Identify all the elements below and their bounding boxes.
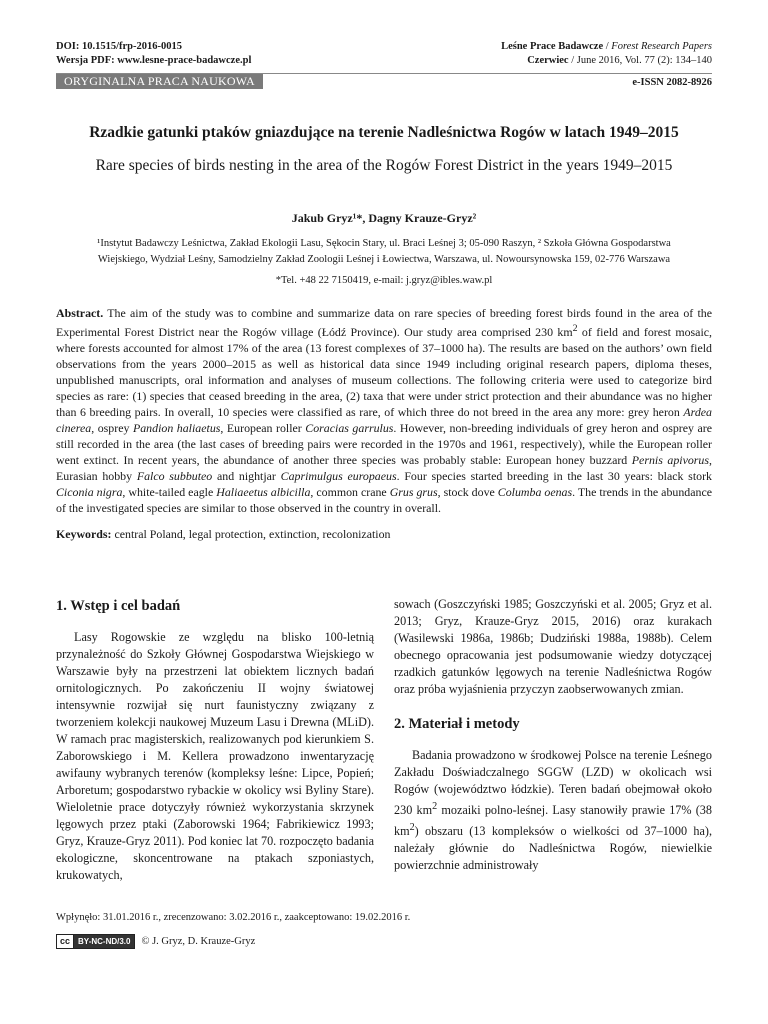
paragraph: sowach (Goszczyński 1985; Goszczyński et al. 2005; Gryz et al. 2013; Gryz, Krauze-Gryz 2015, 2016) oraz kurakach (Wasilewski 1986a, 1986b; Dudziński 1988a, 1988b). Celem obecnego opracowania jest podsumowanie wiedzy dotyczącej rzadkich gatunków lęgowych na terenie Nadleśnictwa Rogów oraz próba wyjaśnienia przyczyn zaobserwowanych zmian. — [394, 597, 712, 696]
abstract: Abstract. The aim of the study was to combine and summarize data on rare species of breeding forest birds found in the area of the Experimental Forest District near the Rogów village (Łódź Province). Our study area comprised 230 $km^2$ of field and forest mosaic, where forests accounted for almost 17% of the area (13 forest complexes of 37–1000 ha). The results are based on the authors’ own field observations from the years 2000–2015 as well as historical data since 1949 including original research papers, diploma theses, unpublished manuscripts, oral information and analyses of museum collections. The following criteria were used to categorize bird species as rare: (1) species that ceased breeding in the area, (2) taxa that were under strict protection and their abundance was no higher than 6 breeding pairs. In overall, 10 species were classified as rare, of which three do not breed in the area any more: grey heron Ardea cinerea, osprey Pandion haliaetus, European roller Coracias garrulus. However, non-breeding individuals of grey heron and osprey are still recorded in the area (the last cases of breeding pairs were recorded in the 1970s and 1961, respectively), while the European roller went extinct. In recent years, the abundance of another three species was probably stable: European honey buzzard Pernis apivorus, Eurasian hobby Falco subbuteo and nightjar Caprimulgus europaeus. Four species started breeding in the last 30 years: black stork Ciconia nigra, white-tailed eagle Haliaeetus albicilla, common crane Grus grus, stock dove Columba oenas. The trends in the abundance of the investigated species are similar to those observed in the country in overall. — [56, 306, 713, 515]
pdf-version: Wersja PDF: www.lesne-prace-badawcze.pl — [56, 55, 252, 66]
copyright: © J. Gryz, D. Krauze-Gryz — [141, 935, 256, 947]
doi: DOI: 10.1515/frp-2016-0015 — [56, 41, 182, 52]
contact-info: *Tel. +48 22 7150419, e-mail: j.gryz@ibles.waw.pl — [275, 275, 493, 286]
article-type: ORYGINALNA PRACA NAUKOWA — [56, 74, 263, 89]
submission-dates: Wpłynęło: 31.01.2016 r., zrecenzowano: 3.02.2016 r., zaakceptowano: 19.02.2016 r. — [56, 912, 411, 923]
article-type-banner — [56, 73, 712, 89]
issue-info: Czerwiec / June 2016, Vol. 77 (2): 134–140 — [527, 55, 712, 66]
license-row — [56, 933, 255, 949]
affiliations — [56, 236, 712, 268]
authors: Jakub Gryz¹*, Dagny Krauze-Gryz² — [291, 211, 477, 225]
title-polish: Rzadkie gatunki ptaków gniazdujące na terenie Nadleśnictwa Rogów w latach 1949–2015 — [89, 124, 679, 141]
header-left — [56, 40, 251, 68]
header-right — [501, 40, 712, 68]
column-left — [56, 596, 374, 884]
license-text: BY-NC-ND/3.0 — [74, 935, 134, 948]
section-title: 1. Wstęp i cel badań — [56, 598, 181, 614]
journal-name: Leśne Prace Badawcze / Forest Research Papers — [501, 41, 712, 52]
column-right — [394, 596, 712, 874]
keywords-label: Keywords: — [56, 527, 112, 541]
keywords: Keywords: central Poland, legal protection, extinction, recolonization — [56, 527, 391, 541]
abstract-label: Abstract. — [56, 306, 104, 320]
cc-icon: cc — [57, 935, 74, 948]
paragraph: Lasy Rogowskie ze względu na blisko 100-letnią przynależność do Szkoły Głównej Gospodarstwa Wiejskiego w Warszawie były na przestrzeni lat obiektem licznych badań ornitologicznych. Po zakończeniu II wojny światowej intensywnie rozwijał się nurt faunistyczny związany z tworzeniem kolekcji naukowej Muzeum Lasu i Drewna (MLiD). W ramach prac magisterskich, realizowanych pod kierunkiem S. Zaborowskiego i M. Kellera prowadzono inwentaryzację awifauny wybranych terenów (kompleksy leśne: Lipce, Popień; Arboretum; gospodarstwo rybackie w okolicy wsi Byliny Stare). Wieloletnie prace dotyczyły również wykorzystania skrzynek lęgowych przez ptaki (Zaborowski 1964; Fabrikiewicz 1993; Gryz, Krauze-Gryz 2011). Pod koniec lat 70. rozpoczęto badania ekologiczne, skoncentrowane na ptakach szponiastych, krukowatych, — [56, 630, 374, 882]
cc-license-badge — [56, 934, 135, 949]
paragraph: Badania prowadzono w środkowej Polsce na terenie Leśnego Zakładu Doświadczalnego SGGW (LZD) w okolicach wsi Rogów (województwo łódzkie). Teren badań obejmował około 230 $km^2$ mozaiki polno-leśnej. Lasy stanowiły prawie 17% (38 $km^2$) obszaru (13 kompleksów o wielkości od 37–1000 ha), należały głównie do Nadleśnictwa Rogów, niewielkie powierzchnie administrowały — [394, 748, 712, 873]
affiliation-line: ¹Instytut Badawczy Leśnictwa, Zakład Ekologii Lasu, Sękocin Stary, ul. Braci Leśnej 3; 05-090 Raszyn, ² Szkoła Główna Gospodarstwa — [97, 238, 671, 249]
affiliation-line: Wiejskiego, Wydział Leśny, Samodzielny Zakład Zoologii Leśnej i Łowiectwa, Warszawa, ul. Nowoursynowska 159, 02-776 Warszawa — [97, 254, 671, 265]
title-english: Rare species of birds nesting in the area of the Rogów Forest District in the years 1949–2015 — [95, 157, 673, 174]
section-title: 2. Materiał i metody — [394, 716, 520, 732]
eissn: e-ISSN 2082-8926 — [632, 77, 712, 88]
